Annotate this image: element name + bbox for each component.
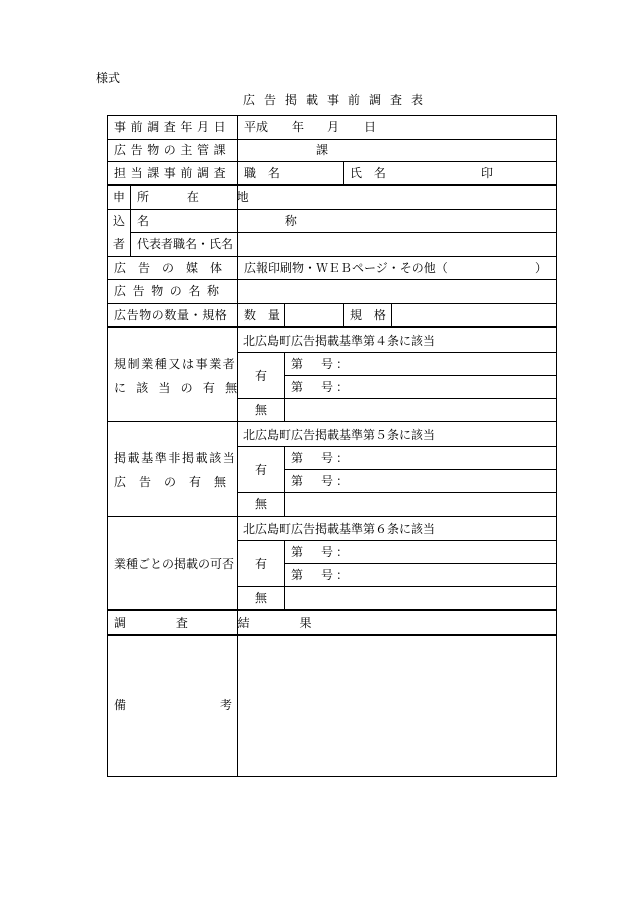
check3-no: 無	[255, 591, 268, 605]
check2-item1: 第 号：	[291, 451, 352, 465]
representative-label: 代表者職名・氏名	[137, 237, 234, 251]
supervisor-label: 広告物の主管課	[114, 143, 231, 157]
check3-label: 業種ごとの掲載の可否	[114, 557, 235, 571]
check3-item1: 第 号：	[291, 545, 352, 559]
day-unit: 日	[364, 120, 377, 134]
spec-label: 規 格	[350, 308, 390, 322]
media-value: 広報印刷物・ＷＥＢページ・その他（	[244, 261, 448, 275]
check2-no: 無	[255, 497, 268, 511]
page-title: 広告掲載事前調査表	[243, 93, 433, 107]
check2-rule: 北広島町広告掲載基準第５条に該当	[243, 428, 436, 442]
org-name-label: 名 称	[137, 214, 363, 228]
result-label: 調 査 結 果	[114, 616, 335, 630]
media-label: 広告の媒体	[114, 261, 235, 275]
job-title-label: 職 名	[244, 166, 284, 180]
check2-label-line2: 広 告 の 有 無	[114, 475, 231, 489]
check3-item2: 第 号：	[291, 568, 352, 582]
check2-yes: 有	[255, 463, 268, 477]
media-close-paren: ）	[535, 261, 548, 275]
seal-mark: 印	[481, 166, 494, 180]
qty-spec-label: 広告物の数量・規格	[114, 308, 228, 322]
qty-label: 数 量	[244, 308, 284, 322]
check3-yes: 有	[255, 557, 268, 571]
form-label: 様式	[96, 71, 121, 85]
applicant-char-2: 込	[113, 214, 126, 228]
applicant-char-3: 者	[113, 237, 126, 251]
remarks-label-left: 備	[114, 698, 127, 712]
remarks-label-right: 考	[220, 698, 233, 712]
check1-item2: 第 号：	[291, 380, 352, 394]
month-unit: 月	[327, 120, 340, 134]
ad-name-label: 広告物の名称	[114, 284, 226, 298]
era-label: 平成	[244, 120, 269, 134]
check2-label-line1: 掲載基準非掲載該当	[114, 451, 237, 465]
check1-no: 無	[255, 403, 268, 417]
check1-rule: 北広島町広告掲載基準第４条に該当	[243, 334, 436, 348]
check2-item2: 第 号：	[291, 474, 352, 488]
name-label: 氏 名	[350, 166, 390, 180]
survey-date-label: 事前調査年月日	[114, 120, 231, 134]
address-label: 所 在 地	[137, 190, 266, 204]
check1-yes: 有	[255, 369, 268, 383]
check1-item1: 第 号：	[291, 357, 352, 371]
applicant-char-1: 申	[113, 190, 126, 204]
check1-label-line2: に 該 当 の 有 無	[114, 381, 241, 395]
check3-rule: 北広島町広告掲載基準第６条に該当	[243, 522, 436, 536]
staff-label: 担当課事前調査	[114, 166, 231, 180]
check1-label-line1: 規制業種又は事業者	[114, 357, 237, 371]
division-unit: 課	[316, 143, 329, 157]
year-unit: 年	[292, 120, 305, 134]
